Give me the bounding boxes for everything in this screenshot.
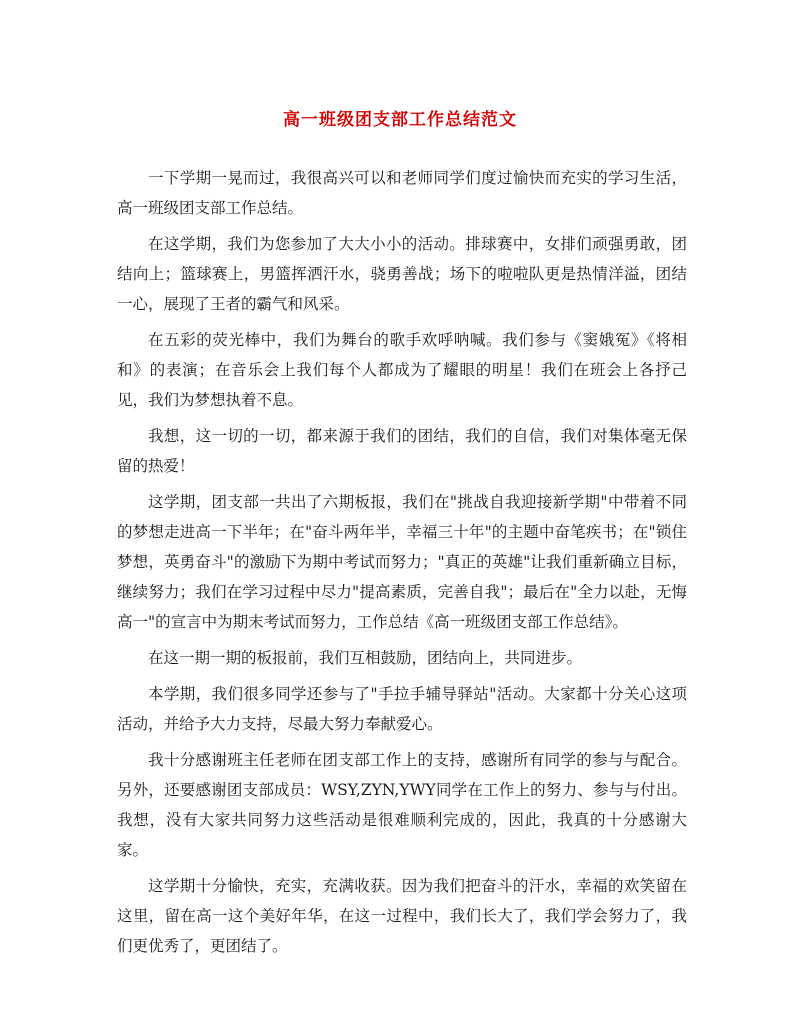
document-title: 高一班级团支部工作总结范文 [283,110,517,130]
paragraph-3: 在五彩的荧光棒中，我们为舞台的歌手欢呼呐喊。我们参与《窦娥冤》《将相和》的表演；在音乐会上我们每个人都成为了耀眼的明星！我们在班会上各抒己见，我们为梦想执着不息。 [117,331,687,409]
document-body [117,163,687,967]
paragraph-7: 本学期，我们很多同学还参与了"手拉手辅导驿站"活动。大家都十分关心这项活动，并给予大力支持，尽最大努力奉献爱心。 [117,685,687,733]
paragraph-8: 我十分感谢班主任老师在团支部工作上的支持，感谢所有同学的参与与配合。另外，还要感谢团支部成员：WSY,ZYN,YWY同学在工作上的努力、参与与付出。我想，没有大家共同努力这些活动是很难顺利完成的，因此，我真的十分感谢大家。 [117,751,687,859]
paragraph-1: 一下学期一晃而过，我很高兴可以和老师同学们度过愉快而充实的学习生活，高一班级团支部工作总结。 [117,169,687,217]
paragraph-5: 这学期，团支部一共出了六期板报，我们在"挑战自我迎接新学期"中带着不同的梦想走进高一下半年；在"奋斗两年半，幸福三十年"的主题中奋笔疾书；在"锁住梦想，英勇奋斗"的激励下为期中考试而努力；"真正的英雄"让我们重新确立目标，继续努力；我们在学习过程中尽力"提高素质，完善自我"；最后在"全力以赴，无悔高一"的宣言中为期末考试而努力，工作总结《高一班级团支部工作总结》。 [117,493,687,631]
paragraph-4: 我想，这一切的一切，都来源于我们的团结，我们的自信，我们对集体毫无保留的热爱！ [117,427,687,475]
paragraph-2: 在这学期，我们为您参加了大大小小的活动。排球赛中，女排们顽强勇敢，团结向上；篮球赛上，男篮挥洒汗水，骁勇善战；场下的啦啦队更是热情洋溢，团结一心，展现了王者的霸气和风采。 [117,235,687,313]
paragraph-9: 这学期十分愉快，充实，充满收获。因为我们把奋斗的汗水，幸福的欢笑留在这里，留在高一这个美好年华，在这一过程中，我们长大了，我们学会努力了，我们更优秀了，更团结了。 [117,877,687,955]
paragraph-6: 在这一期一期的板报前，我们互相鼓励，团结向上，共同进步。 [148,649,583,667]
